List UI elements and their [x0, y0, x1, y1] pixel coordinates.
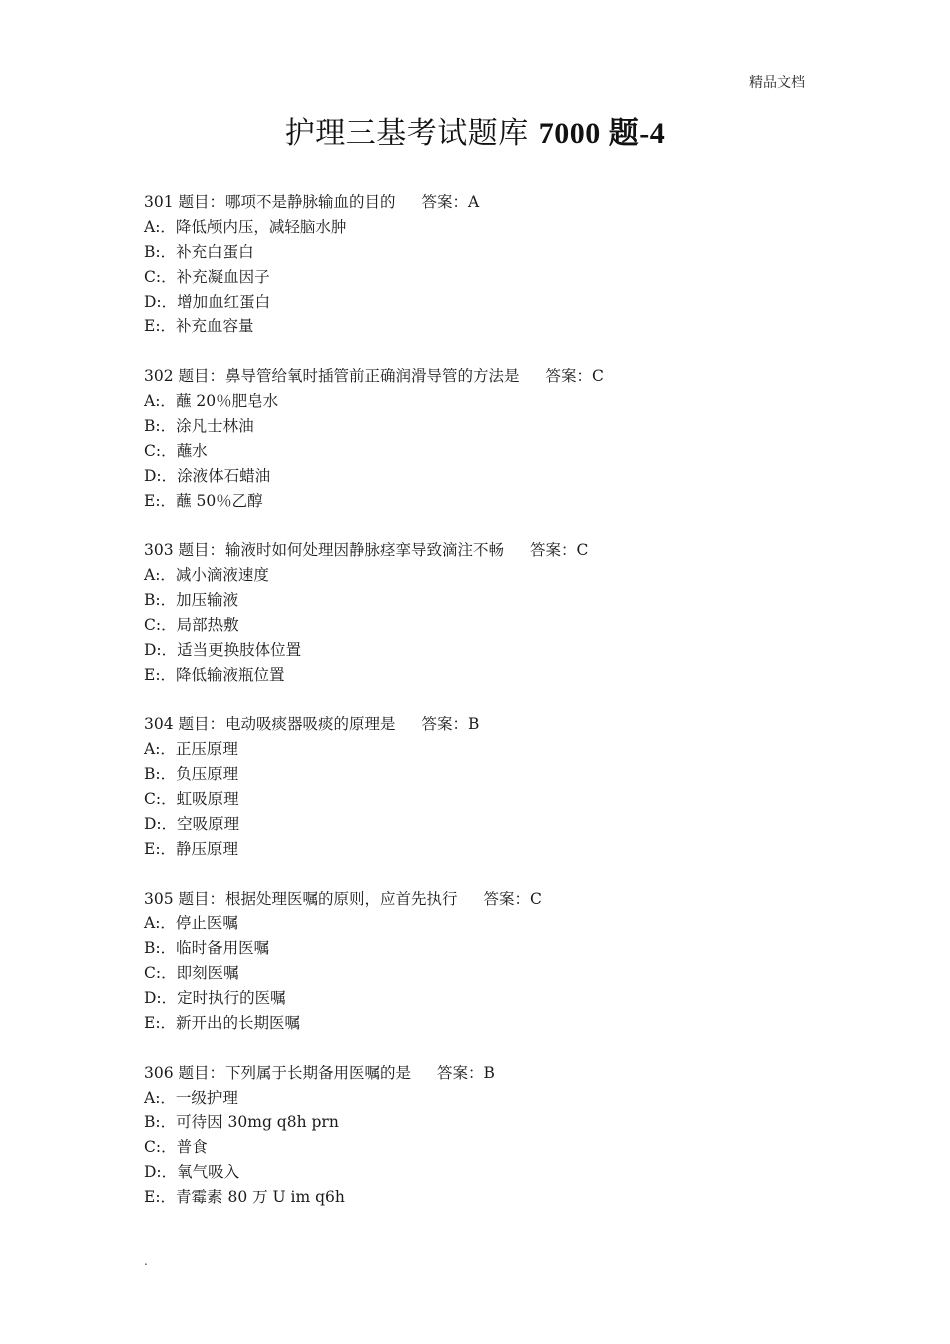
question-answer: 答案：C [545, 367, 604, 386]
option-a: A:．降低颅内压，减轻脑水肿 [144, 217, 347, 236]
question-stem: 302 题目：鼻导管给氧时插管前正确润滑导管的方法是 [144, 367, 520, 386]
question-item [144, 538, 824, 687]
question-stem-line [144, 190, 824, 215]
option-a: A:．正压原理 [144, 740, 238, 759]
question-item [144, 887, 824, 1036]
question-stem: 305 题目：根据处理医嘱的原则，应首先执行 [144, 889, 458, 908]
question-stem: 304 题目：电动吸痰器吸痰的原理是 [144, 715, 396, 734]
option-b: B:．涂凡士林油 [144, 416, 254, 435]
option-e: E:．新开出的长期医嘱 [144, 1014, 301, 1033]
option-a: A:．蘸 20％肥皂水 [144, 392, 279, 411]
question-item [144, 712, 824, 861]
title-number: 7000 [538, 117, 601, 150]
option-b: B:．负压原理 [144, 765, 239, 784]
page-title [0, 108, 950, 152]
option-c: C:．局部热敷 [144, 615, 239, 634]
question-stem-line [144, 1061, 824, 1086]
header-label: 精品文档 [749, 75, 805, 91]
option-e: E:．蘸 50％乙醇 [144, 491, 263, 510]
question-stem-line [144, 538, 824, 563]
question-stem: 306 题目：下列属于长期备用医嘱的是 [144, 1063, 412, 1082]
option-c: C:．即刻医嘱 [144, 964, 239, 983]
option-c: C:．虹吸原理 [144, 790, 239, 809]
option-b: B:．加压输液 [144, 591, 239, 610]
question-item [144, 364, 824, 513]
option-d: D:．适当更换肢体位置 [144, 640, 302, 659]
option-d: D:．增加血红蛋白 [144, 292, 271, 311]
option-c: C:．普食 [144, 1138, 208, 1157]
question-answer: 答案：C [483, 889, 542, 908]
question-stem-line [144, 887, 824, 912]
footer-mark: . [144, 1254, 148, 1268]
question-item [144, 190, 824, 339]
option-d: D:．氧气吸入 [144, 1163, 240, 1182]
option-a: A:．减小滴液速度 [144, 566, 269, 585]
option-b: B:．可待因 30mg q8h prn [144, 1113, 339, 1132]
question-stem-line [144, 364, 824, 389]
question-stem-line [144, 712, 824, 737]
title-suffix: 题-4 [600, 117, 666, 150]
question-answer: 答案：C [530, 541, 589, 560]
option-e: E:．降低输液瓶位置 [144, 665, 285, 684]
title-prefix: 护理三基考试题库 [284, 116, 539, 151]
option-c: C:．蘸水 [144, 441, 208, 460]
option-e: E:．补充血容量 [144, 317, 254, 336]
option-b: B:．补充白蛋白 [144, 242, 254, 261]
option-d: D:．空吸原理 [144, 814, 240, 833]
option-e: E:．青霉素 80 万 U im q6h [144, 1188, 345, 1207]
question-item [144, 1061, 824, 1210]
question-list [144, 190, 824, 1235]
question-stem: 303 题目：输液时如何处理因静脉痉挛导致滴注不畅 [144, 541, 505, 560]
question-answer: 答案：B [437, 1063, 495, 1082]
option-e: E:．静压原理 [144, 839, 239, 858]
option-d: D:．定时执行的医嘱 [144, 989, 286, 1008]
question-answer: 答案：B [421, 715, 480, 734]
option-d: D:．涂液体石蜡油 [144, 466, 271, 485]
option-a: A:．停止医嘱 [144, 914, 238, 933]
option-a: A:．一级护理 [144, 1088, 238, 1107]
option-c: C:．补充凝血因子 [144, 267, 270, 286]
question-answer: 答案：A [421, 193, 480, 211]
option-b: B:．临时备用医嘱 [144, 939, 270, 958]
question-stem: 301 题目：哪项不是静脉输血的目的 [144, 193, 396, 211]
